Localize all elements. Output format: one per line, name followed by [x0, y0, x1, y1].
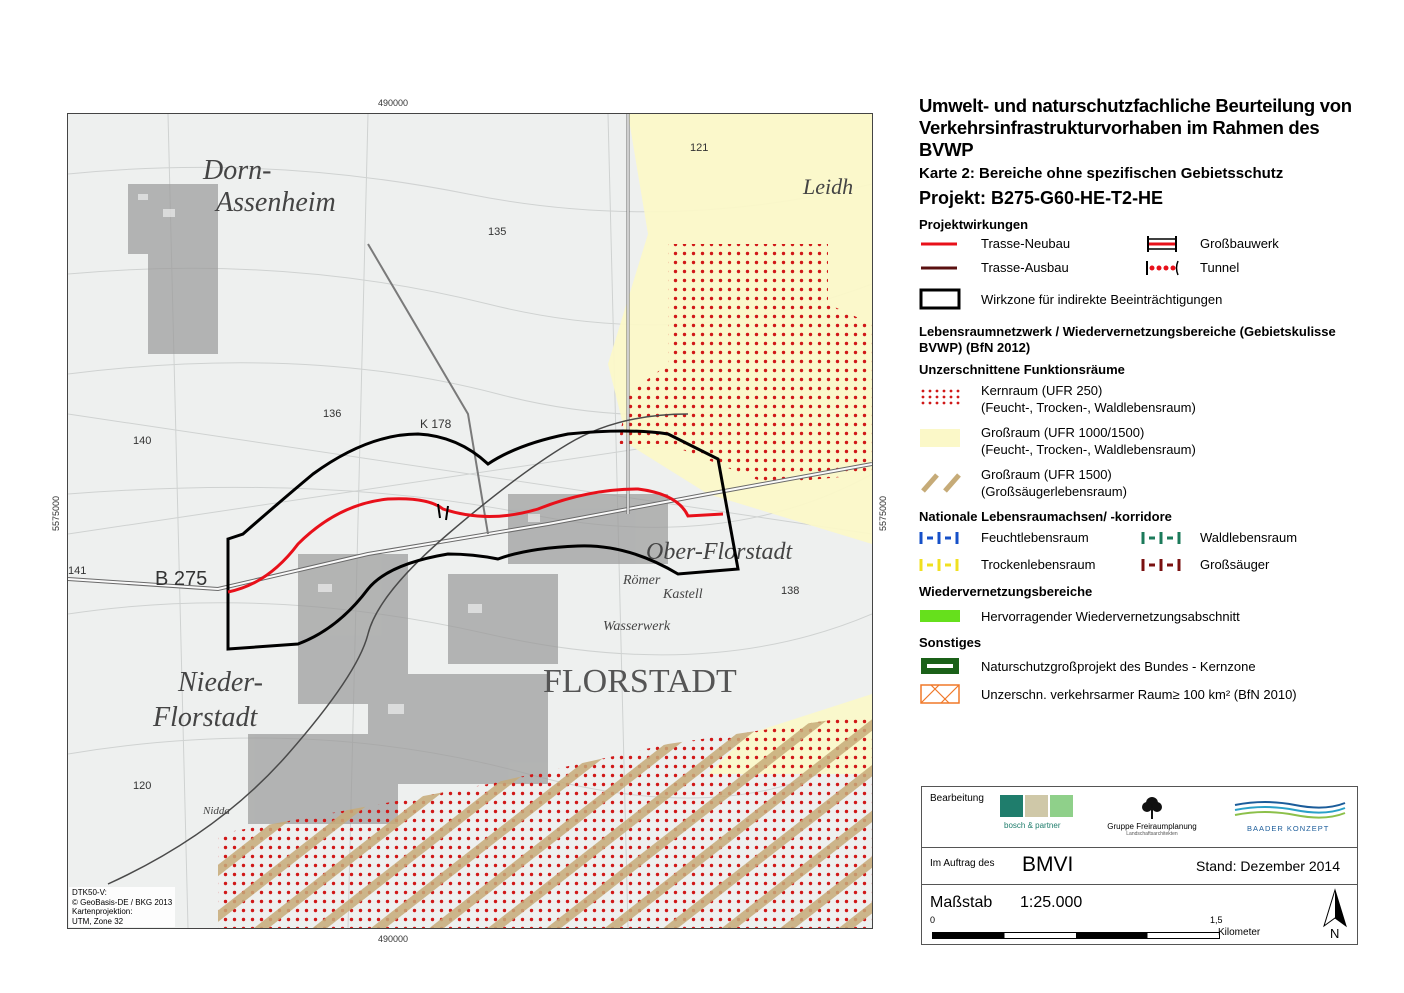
map-title: Umwelt- und naturschutzfachliche Beurteilung von Verkehrsinfrastrukturvorhaben im Rahmen des BVWP: [919, 95, 1352, 160]
place-nieder: Nieder-: [178, 667, 263, 698]
project-label: Projekt: B275-G60-HE-T2-HE: [919, 188, 1164, 208]
label-kernraum-2: (Feucht-, Trocken-, Waldlebensraum): [981, 400, 1196, 415]
place-ober-florstadt: Ober-Florstadt: [646, 539, 793, 565]
place-kastell: Kastell: [663, 587, 703, 602]
grossbauwerk-symbol: [1144, 232, 1180, 256]
label-grossraum-1: Großraum (UFR 1000/1500): [981, 425, 1145, 440]
legend-row-wirkzone: [919, 284, 1359, 318]
river-nidda: Nidda: [203, 805, 230, 817]
waves-icon: [1227, 797, 1347, 819]
grosssaeuger-symbol: [1141, 551, 1185, 577]
auftrag-label: Im Auftrag des: [930, 858, 995, 869]
section-wiedervernetzung: Wiedervernetzungsbereiche: [919, 584, 1093, 599]
elev-136: 136: [323, 408, 342, 420]
place-roemer: Römer: [623, 573, 661, 588]
legend-row-unzerschn: [919, 682, 1359, 710]
legend-row-trocken-grosssaeuger: [919, 551, 1359, 578]
label-naturschutz: Naturschutzgroßprojekt des Bundes - Kernzone: [981, 659, 1256, 674]
kernraum-symbol: [919, 381, 963, 411]
place-florstadt: FLORSTADT: [543, 663, 737, 700]
label-unzerschn: Unzerschn. verkehrsarmer Raum≥ 100 km² (BfN 2010): [981, 687, 1297, 702]
grossraum-1500-symbol: [919, 465, 963, 495]
wirkzone-symbol: [919, 284, 963, 314]
elev-120: 120: [133, 780, 152, 792]
label-tunnel: Tunnel: [1200, 260, 1240, 275]
massstab-box: [921, 884, 1358, 945]
section-achsen: Nationale Lebensraumachsen/ -korridore: [919, 509, 1172, 524]
logo-gruppe-freiraumplanung: Gruppe Freiraumplanung Landschaftsarchitekten: [1092, 795, 1212, 837]
legend-row-naturschutz: [919, 654, 1359, 682]
label-wirkzone: Wirkzone für indirekte Beeinträchtigungen: [981, 292, 1223, 307]
section-projektwirkungen: Projektwirkungen: [919, 217, 1029, 232]
coord-top-label: 490000: [378, 98, 409, 108]
scale-max: 1,5: [1210, 915, 1223, 925]
tree-icon: [1139, 795, 1165, 819]
elev-140: 140: [133, 435, 152, 447]
tunnel-symbol: [1144, 256, 1180, 280]
hervorragend-symbol: [919, 603, 963, 629]
neubau-symbol: [919, 232, 959, 256]
legend-row-grossraum: [919, 423, 1359, 465]
road-b275: B 275: [155, 568, 208, 590]
label-grossraum-2: (Feucht-, Trocken-, Waldlebensraum): [981, 442, 1196, 457]
label-grosssaeuger: Großsäuger: [1200, 557, 1270, 572]
scale-ratio: 1:25.000: [1020, 894, 1083, 911]
label-grossraum-1500-2: (Großsäugerlebensraum): [981, 484, 1127, 499]
coord-bottom-label: 490000: [378, 934, 409, 944]
label-grossraum-1500-1: Großraum (UFR 1500): [981, 467, 1112, 482]
map-canvas: [68, 114, 872, 928]
label-hervorragend: Hervorragender Wiedervernetzungsabschnitt: [981, 609, 1240, 624]
section-unzerschnitten: Unzerschnittene Funktionsräume: [919, 362, 1125, 377]
coord-right-label: 5575000: [878, 495, 888, 531]
road-k178: K 178: [420, 417, 452, 431]
bearbeitung-box: [921, 786, 1358, 848]
place-nieder-florstadt: Florstadt: [153, 702, 258, 733]
feucht-symbol: [919, 524, 963, 550]
map-subtitle: Karte 2: Bereiche ohne spezifischen Gebietsschutz: [919, 165, 1284, 182]
scale-zero: 0: [930, 915, 936, 925]
elev-121: 121: [690, 142, 709, 154]
map-view[interactable]: [67, 113, 873, 929]
place-wasserwerk: Wasserwerk: [603, 619, 671, 634]
elev-141: 141: [68, 565, 87, 577]
bearbeitung-label: Bearbeitung: [930, 793, 984, 804]
legend-row-grossraum-1500: [919, 465, 1359, 507]
label-grossbauwerk: Großbauwerk: [1200, 236, 1279, 251]
legend-row-hervorragend: [919, 603, 1359, 633]
scale-bar: [932, 932, 1220, 939]
section-lebensraum: Lebensraumnetzwerk / Wiedervernetzungsbereiche (Gebietskulisse BVWP) (BfN 2012): [919, 324, 1336, 355]
logo-baader-konzept: BAADER KONZEPT: [1227, 797, 1347, 833]
bmvi-label: BMVI: [1022, 853, 1074, 876]
legend-row-neubau-grossbauwerk: [919, 232, 1359, 256]
logo-bosch-partner: bosch & partner: [1000, 795, 1073, 830]
scale-unit: Kilometer: [1218, 927, 1261, 938]
trocken-symbol: [919, 551, 963, 577]
north-label: N: [1330, 926, 1340, 941]
label-trasse-neubau: Trasse-Neubau: [981, 236, 1071, 251]
label-feucht: Feuchtlebensraum: [981, 530, 1089, 545]
stand-label: Stand: Dezember 2014: [1196, 858, 1340, 874]
ausbau-symbol: [919, 256, 959, 280]
place-dorn: Dorn-: [203, 155, 272, 186]
auftrag-box: [921, 846, 1358, 885]
legend-row-kernraum: [919, 381, 1359, 423]
elev-138: 138: [781, 585, 800, 597]
label-kernraum-1: Kernraum (UFR 250): [981, 383, 1103, 398]
legend-row-ausbau-tunnel: [919, 256, 1359, 280]
elev-135: 135: [488, 226, 507, 238]
grossraum-symbol: [919, 423, 963, 453]
label-trocken: Trockenlebensraum: [981, 557, 1096, 572]
label-wald: Waldlebensraum: [1200, 530, 1298, 545]
naturschutz-symbol: [919, 654, 963, 680]
label-trasse-ausbau: Trasse-Ausbau: [981, 260, 1069, 275]
unzerschn-symbol: [919, 682, 963, 708]
place-assenheim: Assenheim: [216, 187, 336, 218]
coord-left-label: 5575000: [51, 495, 61, 531]
map-copyright: DTK50-V: © GeoBasis-DE / BKG 2013 Kartenprojektion: UTM, Zone 32: [69, 887, 175, 927]
place-leidh: Leidh: [803, 174, 854, 199]
legend-row-feucht-wald: [919, 524, 1359, 551]
section-sonstiges: Sonstiges: [919, 635, 982, 650]
massstab-label: Maßstab: [930, 894, 993, 911]
legend-panel: [919, 95, 1359, 710]
wald-symbol: [1141, 524, 1185, 550]
